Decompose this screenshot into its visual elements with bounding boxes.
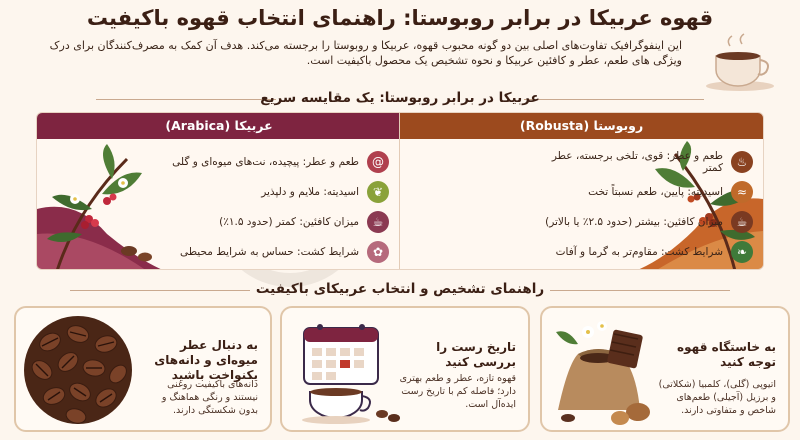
arabica-acidity-text: اسیدیته: ملایم و دلپذیر bbox=[261, 186, 359, 198]
robusta-heading: روبوستا (Robusta) bbox=[400, 113, 763, 139]
plant-icon: ✿ bbox=[367, 241, 389, 263]
steam-icon: ♨ bbox=[731, 151, 753, 173]
guide-card-roast-date bbox=[280, 306, 530, 432]
intro-paragraph: این اینفوگرافیک تفاوت‌های اصلی بین دو گونه محبوب قهوه، عربیکا و روبوستا را برجسته می‌کند. هدف آن کمک به مصرف‌کنندگان برای درک ویژگی های طعم، عطر و کافئین عربیکا و نحوه تشخیص یک محصول باکیفیت است. bbox=[49, 39, 682, 67]
roast-card-title: تاریخ رست را بررسی کنید bbox=[436, 340, 516, 369]
sprout-icon: ❧ bbox=[731, 241, 753, 263]
origin-card-title: به خاستگاه قهوه توجه کنید bbox=[677, 340, 776, 369]
arabica-growing-text: شرایط کشت: حساس به شرایط محیطی bbox=[179, 246, 359, 258]
robusta-row-caffeine bbox=[530, 207, 753, 237]
origin-card-body: اتیوپی (گلی)، کلمبیا (شکلاتی) و برزیل (آجیلی) طعم‌های شاخص و متفاوتی دارند. bbox=[658, 379, 776, 416]
guide-card-beans bbox=[14, 306, 272, 432]
guide-card-origin bbox=[540, 306, 790, 432]
wave-icon: ≈ bbox=[731, 181, 753, 203]
arabica-row-growing bbox=[159, 237, 389, 267]
beans-card-title: به دنبال عطر میوه‌ای و دانه‌های یکنواخت باشید bbox=[154, 338, 258, 382]
coffee-cup-icon bbox=[694, 30, 786, 92]
page-title: قهوه عربیکا در برابر روبوستا: راهنمای انتخاب قهوه باکیفیت bbox=[86, 6, 714, 30]
arabica-plant-illustration bbox=[37, 139, 165, 270]
robusta-row-flavor bbox=[530, 147, 753, 177]
robusta-flavor-text: طعم و عطر: قوی، تلخی برجسته، عطر کمتر bbox=[551, 150, 723, 174]
arabica-row-caffeine bbox=[159, 207, 389, 237]
arabica-attributes bbox=[159, 147, 389, 267]
robusta-growing-text: شرایط کشت: مقاوم‌تر به گرما و آفات bbox=[555, 246, 723, 258]
coffee-beans-image bbox=[20, 312, 136, 428]
robusta-row-growing bbox=[530, 237, 753, 267]
robusta-caffeine-text: میزان کافئین: بیشتر (حدود ۲.۵٪ یا بالاتر) bbox=[545, 216, 723, 228]
arabica-caffeine-text: میزان کافئین: کمتر (حدود ۱.۵٪) bbox=[219, 216, 359, 228]
spiral-icon: @ bbox=[367, 151, 389, 173]
robusta-row-acidity bbox=[530, 177, 753, 207]
mug-icon: ☕ bbox=[731, 211, 753, 233]
robusta-attributes bbox=[530, 147, 753, 267]
coffee-sack-chocolate-image bbox=[548, 314, 660, 426]
leaf-icon: ❦ bbox=[367, 181, 389, 203]
compare-section-title: عربیکا در برابر روبوستا: یک مقایسه سریع bbox=[260, 90, 540, 106]
arabica-flavor-text: طعم و عطر: پیچیده، نت‌های میوه‌ای و گلی bbox=[172, 156, 359, 168]
robusta-column bbox=[399, 113, 763, 269]
calendar-coffee-image bbox=[290, 318, 406, 426]
arabica-heading: عربیکا (Arabica) bbox=[37, 113, 401, 139]
beans-card-body: دانه‌های باکیفیت روغنی نیستند و رنگی هماهنگ و بدون شکستگی دارند. bbox=[161, 379, 258, 416]
arabica-row-flavor bbox=[159, 147, 389, 177]
roast-card-body: قهوه تازه، عطر و طعم بهتری دارد؛ فاصله کم با تاریخ رست ایده‌آل است. bbox=[399, 373, 516, 410]
arabica-row-acidity bbox=[159, 177, 389, 207]
guide-section-title: راهنمای تشخیص و انتخاب عربیکای باکیفیت bbox=[255, 281, 545, 297]
robusta-acidity-text: اسیدیته: پایین، طعم نسبتاً تخت bbox=[588, 186, 723, 198]
comparison-panel bbox=[36, 112, 764, 270]
cup-icon: ☕ bbox=[367, 211, 389, 233]
arabica-column bbox=[37, 113, 401, 269]
